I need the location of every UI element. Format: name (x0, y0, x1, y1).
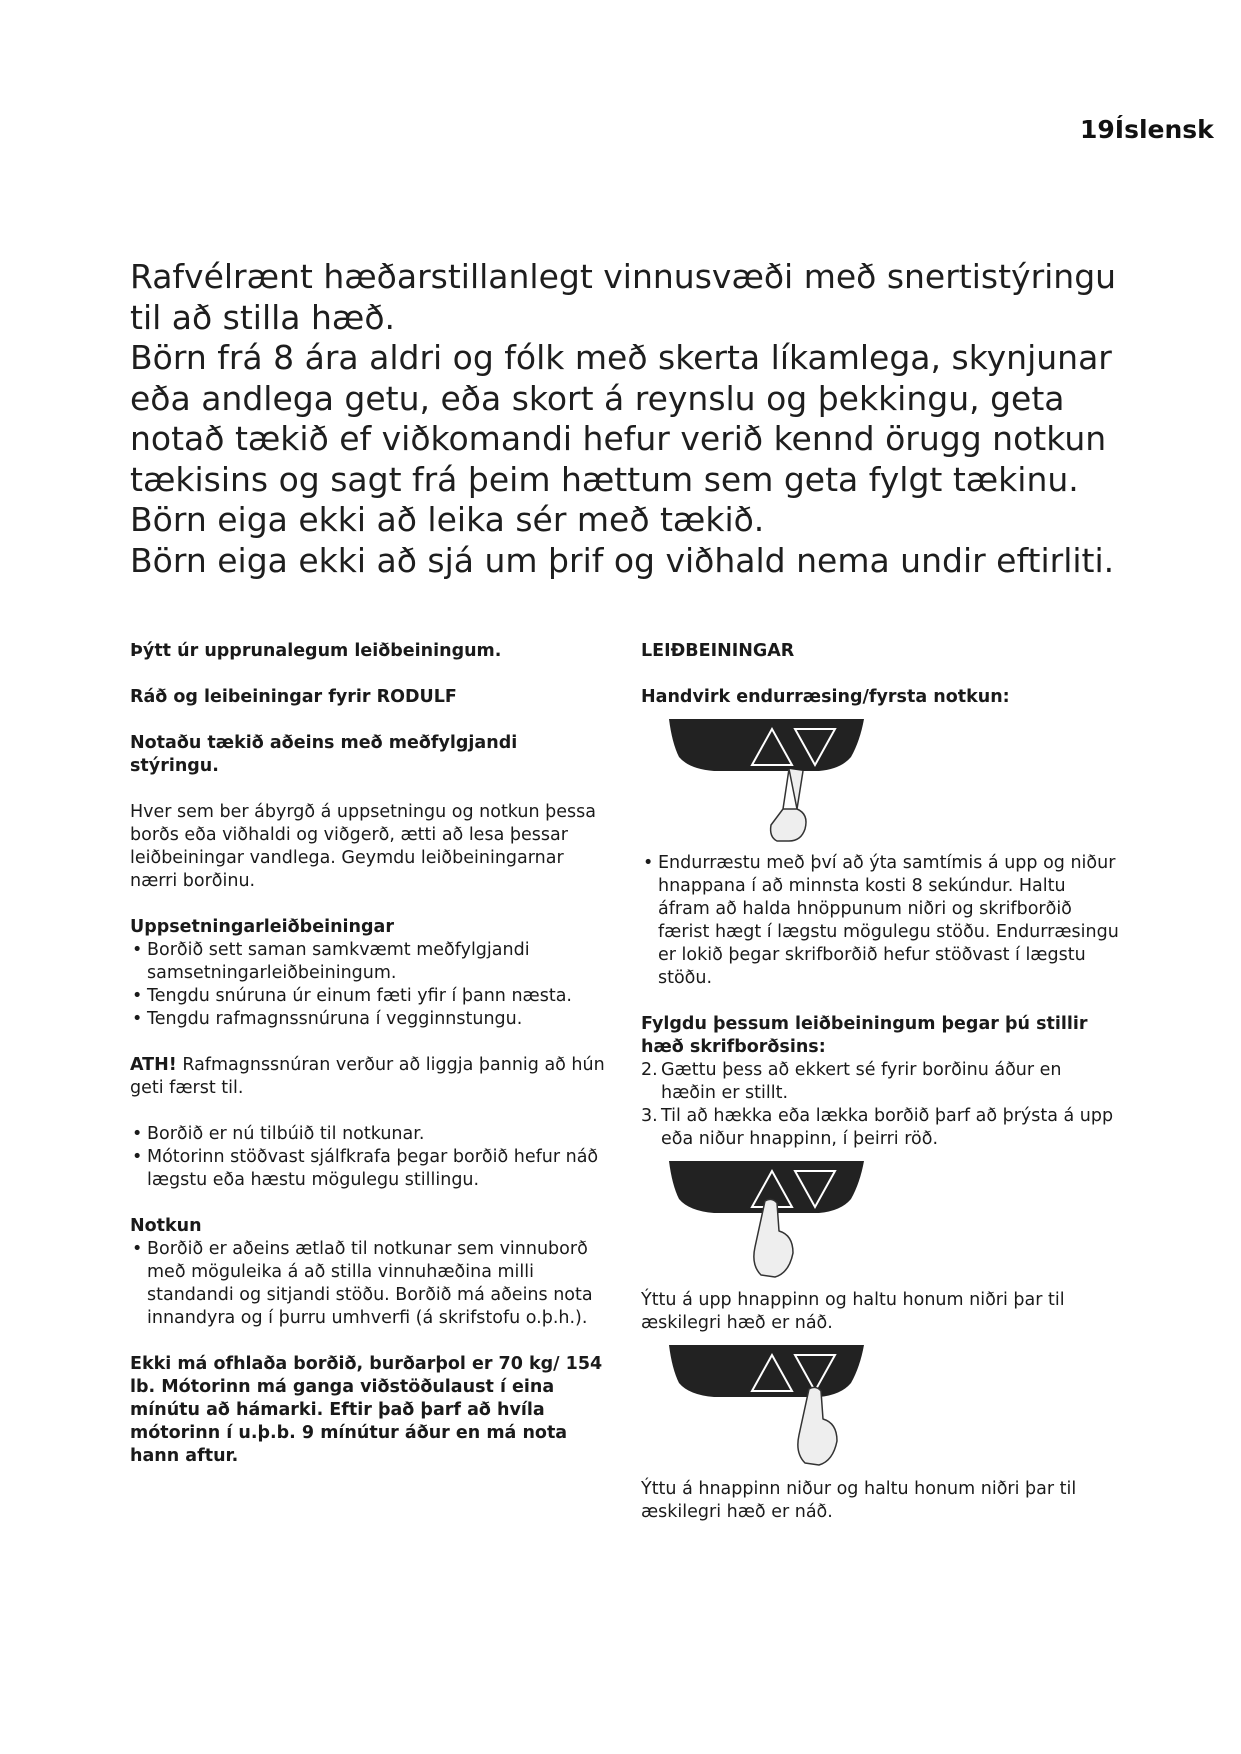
page-number: 19 (1080, 115, 1115, 144)
use-only-note: Notaðu tækið aðeins með meðfylgjandi stýringu. (130, 733, 518, 776)
list-item: • Endurræstu með því að ýta samtímis á upp og niður hnappana í að minnsta kosti 8 sekúndur. Haltu áfram að halda hnöppunum niðri og skrifborðið færist hægt í lægstu mögulegu stöðu. Endurræsingu er lokið þegar skrifborðið hefur stöðvast í lægstu stöðu. (641, 852, 1121, 990)
list-item (641, 1105, 1121, 1151)
press-down-instruction: Ýttu á hnappinn niður og haltu honum niðri þar til æskilegri hæð er náð. (641, 1479, 1077, 1522)
list-item: • Borðið er aðeins ætlað til notkunar sem vinnuborð með möguleika á að stilla vinnuhæðina milli standandi og sitjandi stöðu. Borðið má aðeins nota innandyra og í þurru umhverfi (á skrifstofu o.þ.h.). (130, 1238, 610, 1330)
step-number: 2. (641, 1060, 658, 1080)
control-panel-up-button-illustration (669, 1161, 869, 1281)
control-panel-both-buttons-illustration (669, 719, 869, 844)
step-text: Til að hækka eða lækka borðið þarf að þrýsta á upp eða niður hnappinn, í þeirri röð. (661, 1106, 1114, 1149)
press-up-instruction: Ýttu á upp hnappinn og haltu honum niðri þar til æskilegri hæð er náð. (641, 1290, 1065, 1333)
list-item (641, 1059, 1121, 1105)
usage-list (130, 1238, 610, 1330)
instructions-heading: LEIÐBEININGAR (641, 641, 795, 661)
ready-list (130, 1123, 610, 1192)
control-panel-down-button-illustration (669, 1345, 869, 1470)
list-item: • Borðið er nú tilbúið til notkunar. (130, 1123, 610, 1146)
setup-list (130, 939, 610, 1031)
ath-text: Rafmagnssnúran verður að liggja þannig að hún geti færst til. (130, 1055, 605, 1098)
steps-list (641, 1059, 1121, 1151)
advice-title: Ráð og leibeiningar fyrir RODULF (130, 687, 457, 707)
right-column (641, 640, 1121, 1524)
load-warning: Ekki má ofhlaða borðið, burðarþol er 70 kg/ 154 lb. Mótorinn má ganga viðstöðulaust í eina mínútu að hámarki. Eftir það þarf að hvíla mótorinn í u.þ.b. 9 mínútur áður en má nota hann aftur. (130, 1354, 603, 1466)
list-item: • Borðið sett saman samkvæmt meðfylgjandi samsetningarleiðbeiningum. (130, 939, 610, 985)
left-column (130, 640, 610, 1468)
list-item: • Tengdu rafmagnssnúruna í vegginnstungu. (130, 1008, 610, 1031)
intro-paragraph: Börn eiga ekki að sjá um þrif og viðhald nema undir eftirliti. (130, 540, 1115, 580)
step-text: Gættu þess að ekkert sé fyrir borðinu áður en hæðin er stillt. (661, 1060, 1062, 1103)
pointing-hand-icon (798, 1387, 837, 1465)
intro-paragraph: Rafvélrænt hæðarstillanlegt vinnusvæði með snertistýringu til að stilla hæð. (130, 257, 1117, 337)
setup-heading: Uppsetningarleiðbeiningar (130, 917, 394, 937)
reset-list (641, 852, 1121, 990)
adjust-heading: Fylgdu þessum leiðbeiningum þegar þú stillir hæð skrifborðsins: (641, 1014, 1088, 1057)
language-label: Íslensk (1114, 115, 1214, 144)
ath-label: ATH! (130, 1055, 177, 1075)
control-panel-shape (669, 719, 864, 771)
responsible-paragraph: Hver sem ber ábyrgð á uppsetningu og notkun þessa borðs eða viðhaldi og viðgerð, ætti að lesa þessar leiðbeiningar vandlega. Geymdu leiðbeiningarnar nærri borðinu. (130, 802, 596, 891)
two-finger-hand-icon (771, 769, 806, 841)
intro-block (130, 257, 1130, 581)
reset-heading: Handvirk endurræsing/fyrsta notkun: (641, 687, 1010, 707)
list-item: • Tengdu snúruna úr einum fæti yfir í þann næsta. (130, 985, 610, 1008)
page-header (1080, 115, 1214, 144)
intro-paragraph: Börn frá 8 ára aldri og fólk með skerta líkamlega, skynjunar eða andlega getu, eða skort á reynslu og þekkingu, geta notað tækið ef viðkomandi hefur verið kennd örugg notkun tækisins og sagt frá þeim hættum sem geta fylgt tækinu. Börn eiga ekki að leika sér með tækið. (130, 338, 1112, 539)
step-number: 3. (641, 1106, 658, 1126)
list-item: • Mótorinn stöðvast sjálfkrafa þegar borðið hefur náð lægstu eða hæstu mögulegu stillingu. (130, 1146, 610, 1192)
control-panel-shape (669, 1345, 864, 1397)
ath-note (130, 1054, 610, 1100)
translated-note: Þýtt úr upprunalegum leiðbeiningum. (130, 641, 502, 661)
usage-heading: Notkun (130, 1216, 202, 1236)
